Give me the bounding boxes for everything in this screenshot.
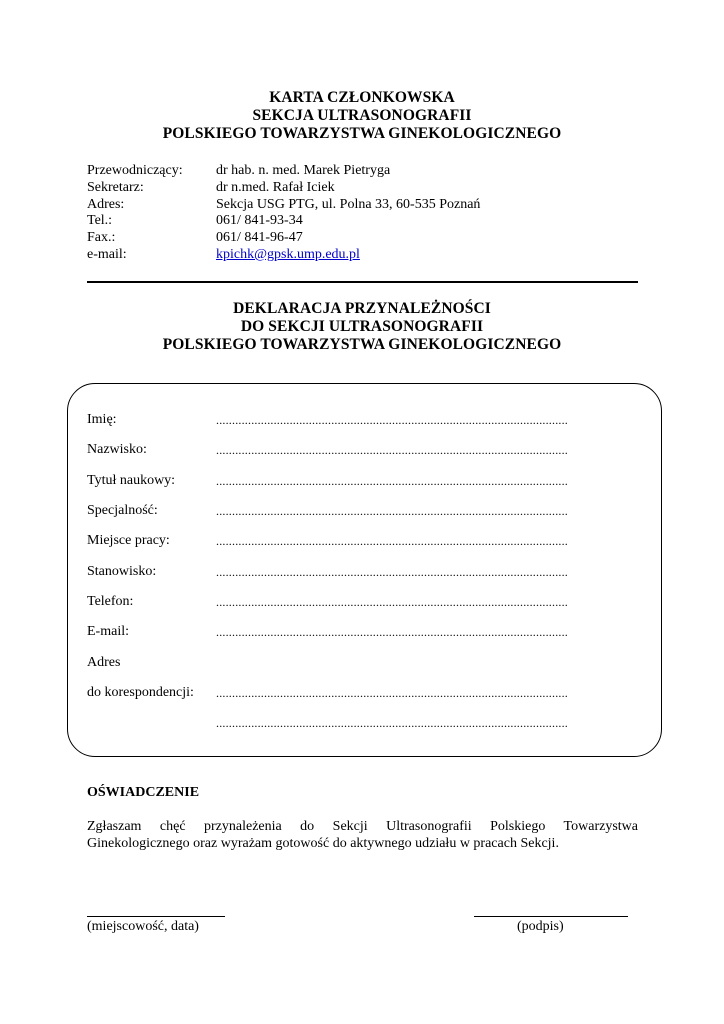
header-line-3: POLSKIEGO TOWARZYSTWA GINEKOLOGICZNEGO bbox=[162, 125, 562, 142]
info-row-secretary bbox=[87, 180, 647, 197]
divider-line bbox=[87, 281, 638, 283]
field-label: do korespondencji: bbox=[87, 685, 194, 700]
info-row-tel bbox=[87, 213, 647, 230]
info-row-fax bbox=[87, 230, 647, 247]
first-name-field[interactable]: .............................................................................................................. bbox=[216, 413, 568, 427]
signature-line[interactable] bbox=[474, 916, 628, 917]
info-value: 061/ 841-93-34 bbox=[216, 213, 303, 229]
info-row-address bbox=[87, 197, 647, 214]
field-label: Adres bbox=[87, 655, 121, 670]
form-row-last-name bbox=[87, 441, 627, 459]
form-row-address-label bbox=[87, 654, 627, 672]
signature-label: (podpis) bbox=[517, 919, 564, 934]
declaration-line-1: DEKLARACJA PRZYNALEŻNOŚCI bbox=[233, 300, 491, 317]
form-row-email bbox=[87, 623, 627, 641]
form-row-address bbox=[87, 684, 627, 702]
form-row-title bbox=[87, 472, 627, 490]
declaration-line-2: DO SEKCJI ULTRASONOGRAFII bbox=[240, 318, 484, 335]
info-label: e-mail: bbox=[87, 246, 127, 262]
last-name-field[interactable]: .............................................................................................................. bbox=[216, 443, 568, 457]
form-row-first-name bbox=[87, 411, 627, 429]
info-label: Fax.: bbox=[87, 230, 116, 246]
field-label: Specjalność: bbox=[87, 503, 158, 518]
info-value: dr hab. n. med. Marek Pietryga bbox=[216, 163, 391, 178]
place-date-line[interactable] bbox=[87, 916, 225, 917]
info-row-chair bbox=[87, 163, 647, 180]
statement-text: Zgłaszam chęć przynależenia do Sekcji Ultrasonografii Polskiego Towarzystwa Ginekologicznego oraz wyrażam gotowość do aktywnego udziału w pracach Sekcji. bbox=[87, 819, 638, 851]
form-row-address-2 bbox=[87, 714, 627, 732]
specialty-field[interactable]: .............................................................................................................. bbox=[216, 504, 568, 518]
info-label: Przewodniczący: bbox=[87, 163, 183, 178]
info-value: dr n.med. Rafał Iciek bbox=[216, 179, 335, 195]
place-date-label: (miejscowość, data) bbox=[87, 919, 199, 934]
info-label: Sekretarz: bbox=[87, 179, 144, 195]
declaration-line-3: POLSKIEGO TOWARZYSTWA GINEKOLOGICZNEGO bbox=[162, 336, 562, 353]
field-label: Miejsce pracy: bbox=[87, 533, 170, 548]
field-label: E-mail: bbox=[87, 624, 129, 639]
workplace-field[interactable]: .............................................................................................................. bbox=[216, 534, 568, 548]
declaration-header bbox=[0, 300, 724, 354]
info-label: Tel.: bbox=[87, 213, 113, 229]
info-label: Adres: bbox=[87, 196, 125, 212]
address-field-line-2[interactable]: .............................................................................................................. bbox=[216, 716, 568, 730]
position-field[interactable]: .............................................................................................................. bbox=[216, 565, 568, 579]
title-field[interactable]: .............................................................................................................. bbox=[216, 474, 568, 488]
info-value: 061/ 841-96-47 bbox=[216, 230, 303, 246]
field-label: Tytuł naukowy: bbox=[87, 473, 176, 488]
info-row-email bbox=[87, 247, 647, 264]
field-label: Imię: bbox=[87, 412, 117, 427]
field-label: Nazwisko: bbox=[87, 442, 147, 457]
card-header bbox=[0, 89, 724, 143]
form-row-position bbox=[87, 563, 627, 581]
field-label: Telefon: bbox=[87, 594, 134, 609]
address-field-line-1[interactable]: .............................................................................................................. bbox=[216, 686, 568, 700]
form-row-workplace bbox=[87, 532, 627, 550]
info-value: Sekcja USG PTG, ul. Polna 33, 60-535 Poznań bbox=[216, 196, 481, 212]
header-line-1: KARTA CZŁONKOWSKA bbox=[269, 89, 455, 106]
statement-title: OŚWIADCZENIE bbox=[87, 785, 200, 800]
field-label: Stanowisko: bbox=[87, 564, 157, 579]
header-line-2: SEKCJA ULTRASONOGRAFII bbox=[252, 107, 472, 124]
form-row-phone bbox=[87, 593, 627, 611]
phone-field[interactable]: .............................................................................................................. bbox=[216, 595, 568, 609]
email-field[interactable]: .............................................................................................................. bbox=[216, 625, 568, 639]
email-link[interactable]: kpichk@gpsk.ump.edu.pl bbox=[216, 246, 360, 262]
contact-info bbox=[87, 163, 647, 264]
form-row-specialty bbox=[87, 502, 627, 520]
